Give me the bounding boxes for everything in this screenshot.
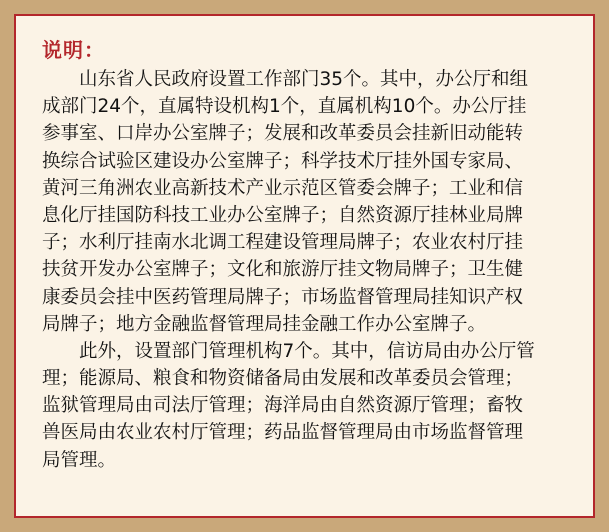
paragraph-1-line: 扶贫开发办公室牌子；文化和旅游厅挂文物局牌子；卫生健 <box>42 259 524 281</box>
notice-panel <box>14 14 595 518</box>
paragraph-2-line: 兽医局由农业农村厅管理；药品监督管理局由市场监督管理 <box>42 422 524 444</box>
notice-title: 说明： <box>42 38 105 62</box>
paragraph-1-line: 换综合试验区建设办公室牌子；科学技术厅挂外国专家局、 <box>42 150 524 172</box>
paragraph-1-line: 成部门24个，直属特设机构1个，直属机构10个。办公厅挂 <box>42 96 527 118</box>
paragraph-1-line: 康委员会挂中医药管理局牌子；市场监督管理局挂知识产权 <box>42 286 524 308</box>
paragraph-2-line: 此外，设置部门管理机构7个。其中，信访局由办公厅管 <box>79 340 535 362</box>
paragraph-1-line: 局牌子；地方金融监督管理局挂金融工作办公室牌子。 <box>42 313 487 335</box>
notice-body <box>42 66 572 474</box>
paragraph-1-line: 子；水利厅挂南水北调工程建设管理局牌子；农业农村厅挂 <box>42 232 524 254</box>
paragraph-1-line: 黄河三角洲农业高新技术产业示范区管委会牌子；工业和信 <box>42 177 524 199</box>
paragraph-2-line: 局管理。 <box>42 449 117 471</box>
paragraph-2-line: 监狱管理局由司法厅管理；海洋局由自然资源厅管理；畜牧 <box>42 395 524 417</box>
paragraph-1-line: 息化厅挂国防科技工业办公室牌子；自然资源厅挂林业局牌 <box>42 204 524 226</box>
paragraph-1-line: 山东省人民政府设置工作部门35个。其中，办公厅和组 <box>79 69 529 90</box>
paragraph-2-line: 理；能源局、粮食和物资储备局由发展和改革委员会管理； <box>42 368 524 390</box>
paragraph-1-line: 参事室、口岸办公室牌子；发展和改革委员会挂新旧动能转 <box>42 123 524 145</box>
